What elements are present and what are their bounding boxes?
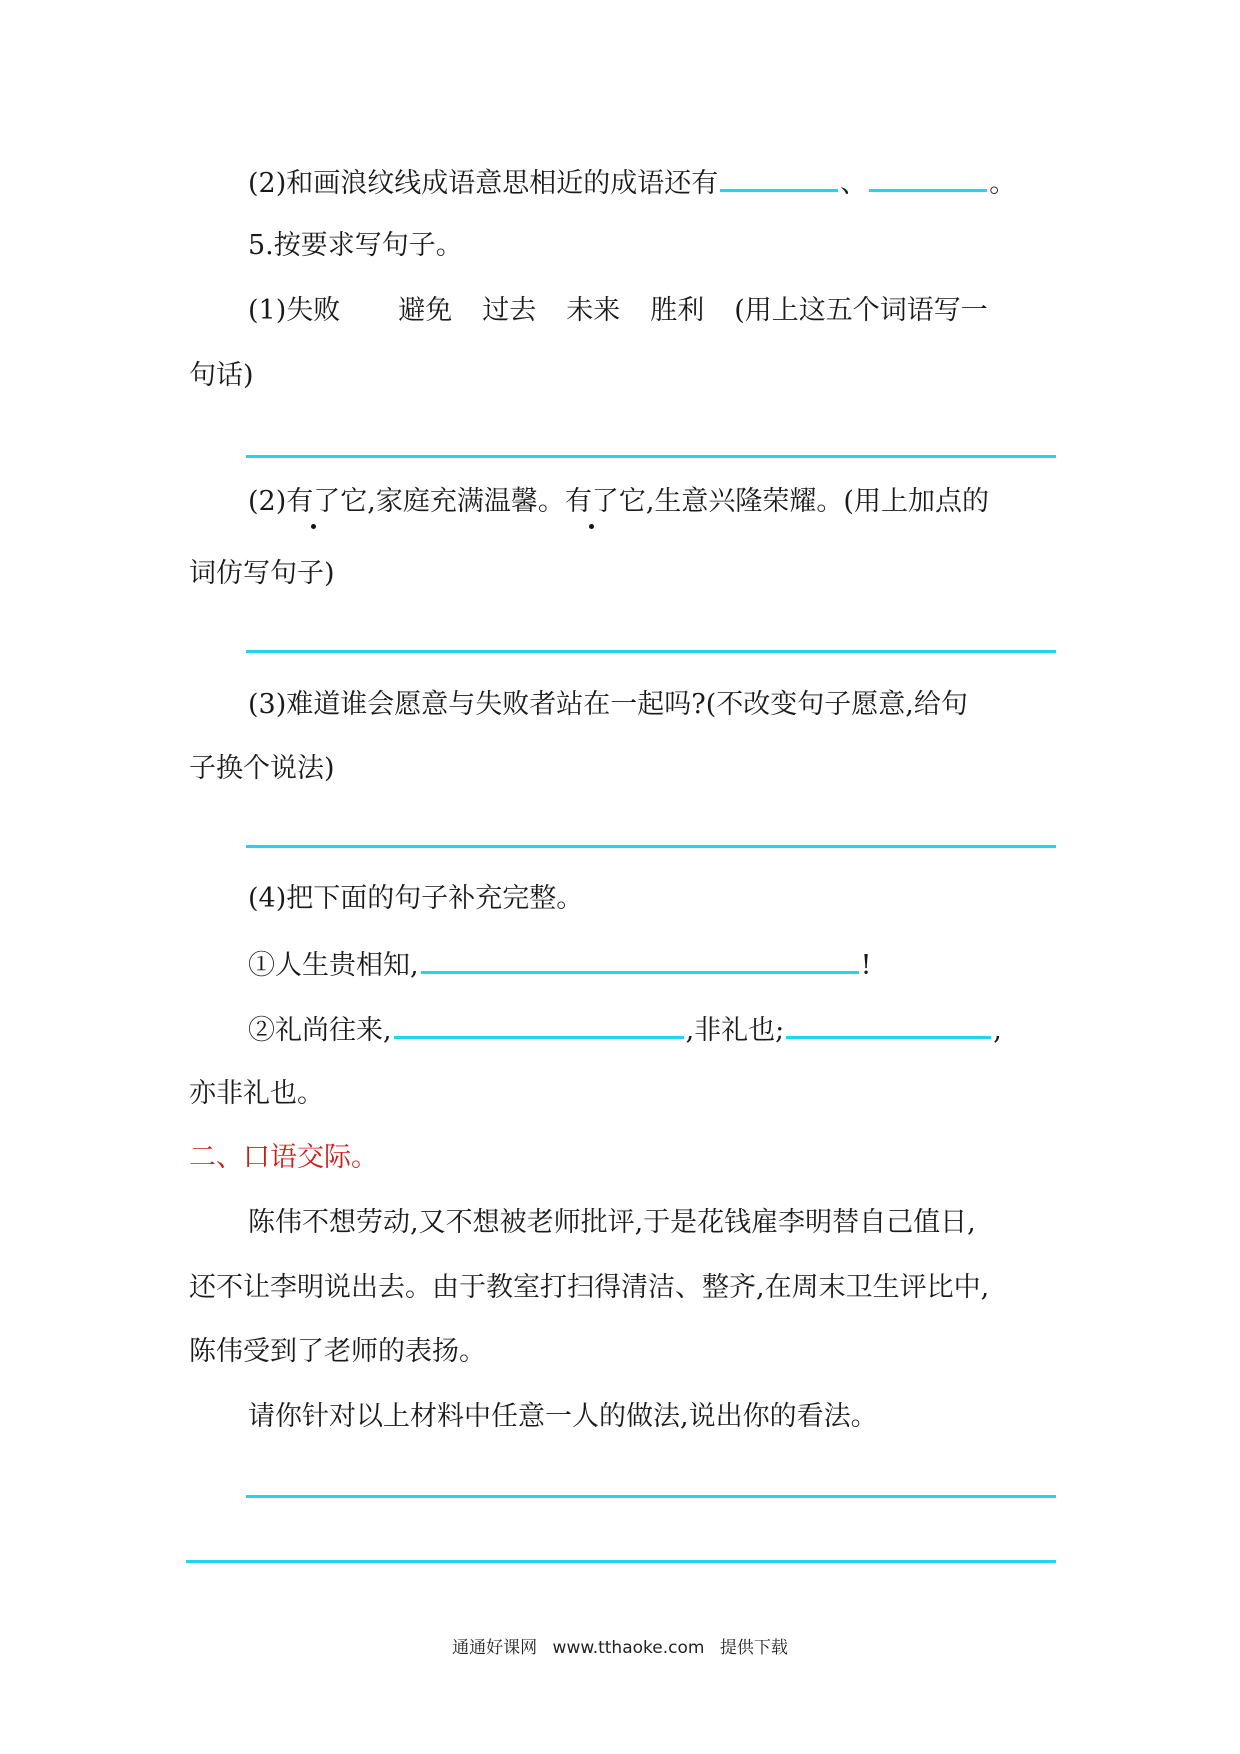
q5-2-dotted-word-1: 有了 <box>286 483 340 521</box>
q5-1-answer-line[interactable] <box>246 455 1056 458</box>
q5-4-item-2-cont: 亦非礼也。 <box>189 1078 324 1109</box>
q5-1-word-3: 未来 <box>566 295 621 326</box>
q5-1-instruction: (用上这五个词语写一 <box>734 295 988 326</box>
q5-4-item-2-blank-1[interactable] <box>394 1010 684 1039</box>
q5-2-middle: 它,家庭充满温馨。 <box>340 486 565 517</box>
idiom-blank-1[interactable] <box>720 163 838 192</box>
q5-2-rest: 它,生意兴隆荣耀。(用上加点的 <box>618 486 989 517</box>
q5-1-label: (1)失败 <box>248 295 341 326</box>
q5-3-answer-line[interactable] <box>246 845 1056 848</box>
footer-tail: 提供下载 <box>719 1638 788 1658</box>
section-2-answer-line-1[interactable] <box>246 1495 1056 1498</box>
q4-2-line <box>248 163 1016 203</box>
footer-url[interactable]: www.tthaoke.com <box>552 1638 705 1658</box>
q5-3-line-1: (3)难道谁会愿意与失败者站在一起吗?(不改变句子愿意,给句 <box>248 689 968 720</box>
section-2-para-line-1: 陈伟不想劳动,又不想被老师批评,于是花钱雇李明替自己值日, <box>248 1207 976 1238</box>
q4-2-end: 。 <box>989 168 1017 199</box>
q5-3-line-2: 子换个说法) <box>189 753 335 784</box>
q5-4-item-1-end: ! <box>860 950 872 981</box>
q5-2-prefix: (2) <box>248 486 287 517</box>
q5-4-item-2-end: , <box>993 1015 1002 1046</box>
q5-4-title: (4)把下面的句子补充完整。 <box>248 883 584 914</box>
footer-site-name: 通通好课网 <box>452 1638 538 1658</box>
section-2-answer-line-2[interactable] <box>186 1560 1056 1563</box>
q5-1-word-1: 避免 <box>398 295 453 326</box>
q5-2-line-2: 词仿写句子) <box>189 558 335 589</box>
section-2-para-line-3: 陈伟受到了老师的表扬。 <box>189 1336 486 1367</box>
q5-2-line <box>248 483 989 521</box>
q5-1-word-2: 过去 <box>482 295 537 326</box>
q5-4-item-2 <box>248 1010 1002 1050</box>
page-footer <box>0 1636 1240 1660</box>
section-2-prompt: 请你针对以上材料中任意一人的做法,说出你的看法。 <box>248 1401 878 1432</box>
section-2-para-line-2: 还不让李明说出去。由于教室打扫得清洁、整齐,在周末卫生评比中, <box>189 1272 990 1303</box>
q5-4-item-1-blank[interactable] <box>421 945 859 974</box>
q5-title: 5.按要求写句子。 <box>248 230 463 261</box>
section-2-heading: 二、口语交际。 <box>189 1142 378 1173</box>
q5-4-item-2-middle: ,非礼也; <box>685 1015 785 1046</box>
q5-1-line <box>248 292 988 330</box>
q5-1-word-4: 胜利 <box>650 295 705 326</box>
q5-1-instruction-cont: 句话) <box>189 360 254 391</box>
q4-2-text: (2)和画浪纹线成语意思相近的成语还有 <box>248 168 719 199</box>
q5-2-answer-line[interactable] <box>246 650 1056 653</box>
q5-4-item-2-prefix: ②礼尚往来, <box>248 1015 392 1046</box>
q5-2-dotted-word-2: 有了 <box>565 483 619 521</box>
q5-4-item-1-prefix: ①人生贵相知, <box>248 950 419 981</box>
idiom-blank-2[interactable] <box>869 163 987 192</box>
q4-2-separator: 、 <box>840 168 868 199</box>
q5-4-item-2-blank-2[interactable] <box>786 1010 991 1039</box>
q5-4-item-1 <box>248 945 871 985</box>
